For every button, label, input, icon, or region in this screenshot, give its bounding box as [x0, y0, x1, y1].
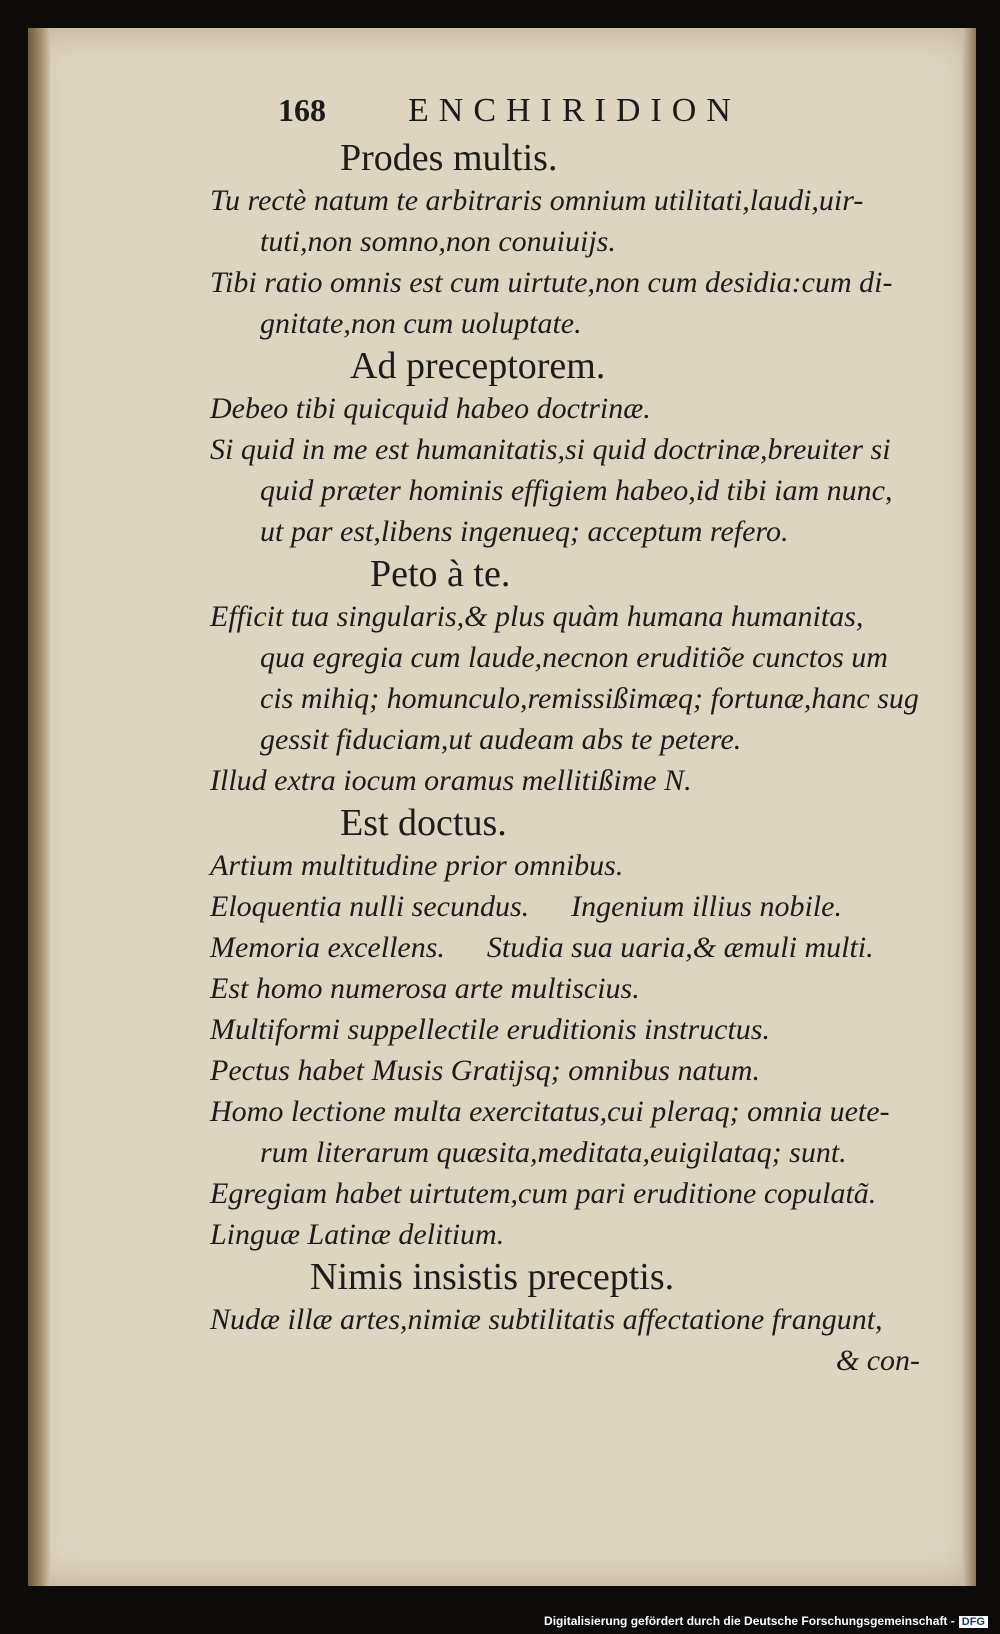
section	[210, 1255, 970, 1381]
text-line	[210, 596, 970, 637]
text-line	[210, 221, 970, 262]
credit-text: Digitalisierung gefördert durch die Deutsche Forschungsgemeinschaft -	[544, 1614, 955, 1628]
section	[210, 344, 970, 552]
book-spine	[28, 28, 50, 1586]
line-text: Tu rectè natum te arbitraris omnium utilitati,laudi,uir-	[210, 184, 864, 217]
line-text: Homo lectione multa exercitatus,cui pleraq; omnia uete-	[210, 1095, 890, 1128]
line-text: qua egregia cum laude,necnon eruditiõe cunctos um	[260, 641, 888, 674]
line-text: Memoria excellens.	[210, 931, 445, 964]
section-heading: Ad preceptorem.	[350, 345, 606, 387]
text-line	[210, 262, 970, 303]
text-line	[210, 719, 970, 760]
page-number: 168	[278, 92, 326, 128]
running-head: ENCHIRIDION	[408, 92, 741, 129]
text-line	[210, 429, 970, 470]
section-heading: Peto à te.	[370, 553, 511, 595]
text-line	[210, 845, 970, 886]
line-text: Eloquentia nulli secundus.	[210, 890, 530, 923]
line-text: gessit fiduciam,ut audeam abs te petere.	[260, 723, 742, 756]
line-text: Egregiam habet uirtutem,cum pari eruditione copulatã.	[210, 1177, 877, 1210]
text-line	[210, 511, 970, 552]
text-line	[210, 678, 970, 719]
text-line	[210, 180, 970, 221]
dfg-logo: DFG	[959, 1616, 988, 1628]
line-text: Est homo numerosa arte multiscius.	[210, 972, 640, 1005]
text-line	[210, 760, 970, 801]
line-text: quid præter hominis effigiem habeo,id tibi iam nunc,	[260, 474, 893, 507]
section-heading: Prodes multis.	[340, 137, 558, 179]
section	[210, 552, 970, 801]
text-line	[210, 303, 970, 344]
text-line	[210, 886, 970, 927]
book-page	[28, 28, 976, 1586]
line-text: Efficit tua singularis,& plus quàm humana humanitas,	[210, 600, 864, 633]
text-line	[210, 1050, 970, 1091]
section	[210, 136, 970, 344]
line-text: ut par est,libens ingenueq; acceptum refero.	[260, 515, 789, 548]
page-header	[258, 92, 818, 132]
line-text: gnitate,non cum uoluptate.	[260, 307, 582, 340]
line-text: tuti,non somno,non conuiuijs.	[260, 225, 616, 258]
line-text: Si quid in me est humanitatis,si quid doctrinæ,breuiter si	[210, 433, 891, 466]
page-content	[210, 136, 970, 1381]
text-line	[210, 470, 970, 511]
text-line	[210, 968, 970, 1009]
text-line	[210, 1173, 970, 1214]
text-line	[210, 1299, 970, 1340]
text-line	[210, 927, 970, 968]
line-text: Debeo tibi quicquid habeo doctrinæ.	[210, 392, 651, 425]
text-line	[210, 1091, 970, 1132]
text-line	[210, 637, 970, 678]
section-heading: Nimis insistis preceptis.	[310, 1256, 675, 1298]
line-text: Artium multitudine prior omnibus.	[210, 849, 624, 882]
text-line	[210, 1009, 970, 1050]
text-line	[210, 1132, 970, 1173]
line-text: Nudæ illæ artes,nimiæ subtilitatis affectatione frangunt,	[210, 1303, 883, 1336]
line-text: Tibi ratio omnis est cum uirtute,non cum desidia:cum di-	[210, 266, 893, 299]
section	[210, 801, 970, 1255]
line-text: Linguæ Latinæ delitium.	[210, 1218, 505, 1251]
line-text-second: Ingenium illius nobile.	[571, 890, 842, 923]
section-heading: Est doctus.	[340, 802, 507, 844]
text-line	[210, 1340, 970, 1381]
line-text: Multiformi suppellectile eruditionis instructus.	[210, 1013, 770, 1046]
line-text: Illud extra iocum oramus mellitißime N.	[210, 764, 692, 797]
text-line	[210, 1214, 970, 1255]
digitization-credit	[544, 1614, 988, 1628]
text-line	[210, 388, 970, 429]
line-text-second: Studia sua uaria,& æmuli multi.	[486, 931, 874, 964]
line-text: rum literarum quæsita,meditata,euigilataq; sunt.	[260, 1136, 847, 1169]
line-text: Pectus habet Musis Gratijsq; omnibus natum.	[210, 1054, 760, 1087]
line-text: cis mihiq; homunculo,remissißimæq; fortunæ,hanc sug	[260, 682, 919, 715]
line-text: & con-	[835, 1344, 920, 1377]
